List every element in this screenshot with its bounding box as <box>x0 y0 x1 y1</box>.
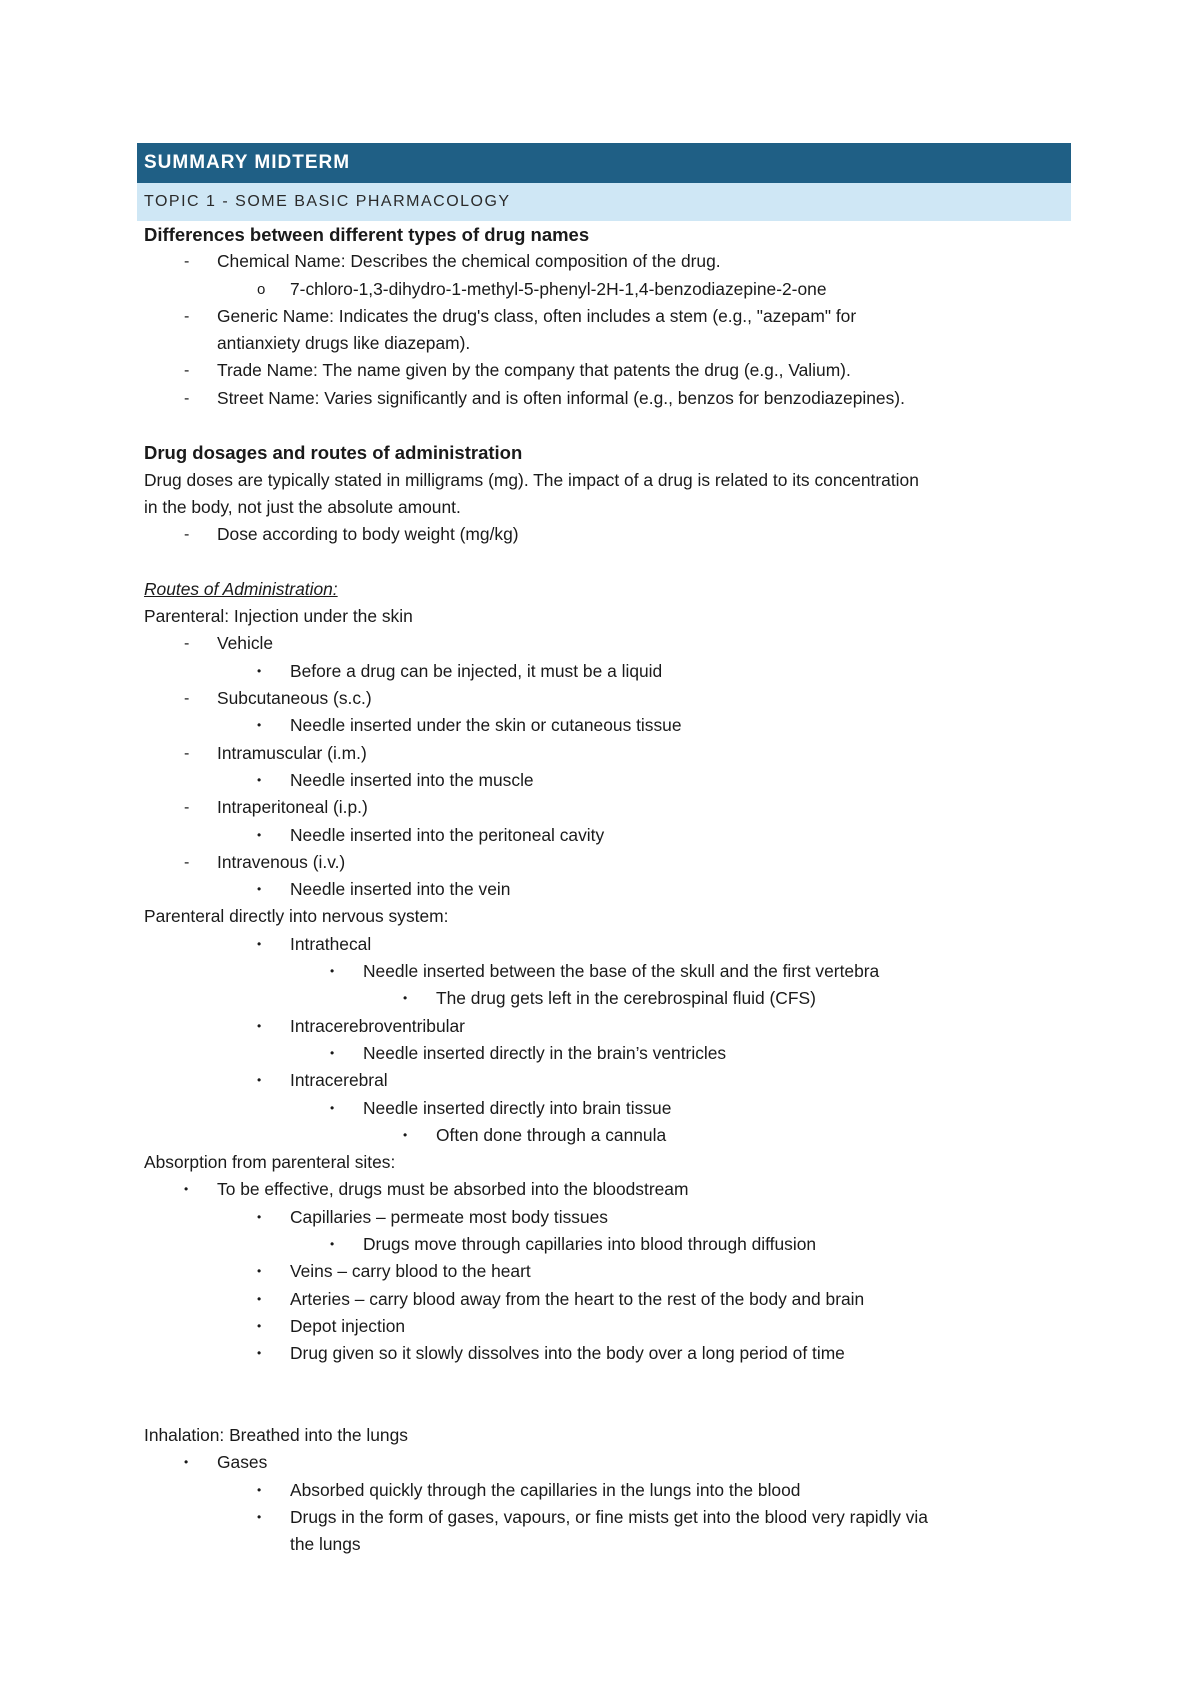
bullet-marker: • <box>257 1509 262 1524</box>
document-page <box>137 143 1071 1559</box>
list-item: • To be effective, drugs must be absorbed into the bloodstream <box>144 1176 1071 1203</box>
list-item: • Arteries – carry blood away from the heart to the rest of the body and brain <box>144 1286 1071 1313</box>
list-item: • Absorbed quickly through the capillaries in the lungs into the blood <box>144 1477 1071 1504</box>
list-item: • Needle inserted under the skin or cutaneous tissue <box>144 712 1071 739</box>
list-item: • Depot injection <box>144 1313 1071 1340</box>
bullet-marker: • <box>257 663 262 678</box>
paragraph-line: Absorption from parenteral sites: <box>144 1152 396 1173</box>
dash-marker: - <box>184 635 190 653</box>
topic-heading: TOPIC 1 - SOME BASIC PHARMACOLOGY <box>137 183 1071 221</box>
bullet-marker: • <box>257 827 262 842</box>
bullet-marker: • <box>257 718 262 733</box>
dash-marker: - <box>184 526 190 544</box>
bullet-marker: • <box>257 1073 262 1088</box>
section-heading-dosages: Drug dosages and routes of administration <box>144 442 523 464</box>
list-item: - Intramuscular (i.m.) <box>144 740 1071 767</box>
spacer <box>144 1367 1071 1394</box>
circle-bullet-marker: o <box>257 280 266 298</box>
list-item: • Needle inserted into the muscle <box>144 767 1071 794</box>
list-item-continuation: antianxiety drugs like diazepam). <box>217 333 471 354</box>
bullet-marker: • <box>184 1455 189 1470</box>
list-item: - Vehicle <box>144 630 1071 657</box>
list-item: • Intracerebral <box>144 1067 1071 1094</box>
dash-marker: - <box>184 853 190 871</box>
list-item: • The drug gets left in the cerebrospinal fluid (CFS) <box>144 985 1071 1012</box>
bullet-marker: • <box>330 1236 335 1251</box>
bullet-marker: • <box>257 772 262 787</box>
document-body <box>137 221 1071 1559</box>
bullet-marker: • <box>257 1291 262 1306</box>
list-item: - Intravenous (i.v.) <box>144 849 1071 876</box>
bullet-marker: • <box>257 1018 262 1033</box>
list-item: • Before a drug can be injected, it must be a liquid <box>144 658 1071 685</box>
dash-marker: - <box>184 690 190 708</box>
list-item: • Needle inserted between the base of the skull and the first vertebra <box>144 958 1071 985</box>
dash-marker: - <box>184 362 190 380</box>
dash-marker: - <box>184 744 190 762</box>
bullet-marker: • <box>257 1264 262 1279</box>
list-item: • Capillaries – permeate most body tissues <box>144 1204 1071 1231</box>
paragraph-line: Inhalation: Breathed into the lungs <box>144 1425 408 1446</box>
dash-marker: - <box>184 307 190 325</box>
spacer <box>144 412 1071 439</box>
bullet-marker: • <box>257 936 262 951</box>
list-item: o 7-chloro-1,3-dihydro-1-methyl-5-phenyl-2H-1,4-benzodiazepine-2-one <box>144 276 1071 303</box>
list-item: • Needle inserted into the peritoneal cavity <box>144 822 1071 849</box>
list-item: • Drug given so it slowly dissolves into the body over a long period of time <box>144 1340 1071 1367</box>
list-item: • Intracerebroventribular <box>144 1013 1071 1040</box>
dash-marker: - <box>184 799 190 817</box>
spacer <box>144 1395 1071 1422</box>
bullet-marker: • <box>330 1100 335 1115</box>
section-heading-names: Differences between different types of drug names <box>144 224 590 245</box>
list-item-continuation: the lungs <box>290 1534 361 1555</box>
bullet-marker: • <box>330 964 335 979</box>
dash-marker: - <box>184 389 190 407</box>
list-item: - Chemical Name: Describes the chemical composition of the drug. <box>144 248 1071 275</box>
list-item: • Drugs move through capillaries into blood through diffusion <box>144 1231 1071 1258</box>
list-item: • Often done through a cannula <box>144 1122 1071 1149</box>
document-title: SUMMARY MIDTERM <box>137 143 1071 183</box>
bullet-marker: • <box>184 1182 189 1197</box>
list-item: - Generic Name: Indicates the drug's class, often includes a stem (e.g., "azepam" for <box>144 303 1071 330</box>
list-item: • Drugs in the form of gases, vapours, or fine mists get into the blood very rapidly via <box>144 1504 1071 1531</box>
list-item: - Dose according to body weight (mg/kg) <box>144 521 1071 548</box>
list-item: • Veins – carry blood to the heart <box>144 1258 1071 1285</box>
list-item: - Subcutaneous (s.c.) <box>144 685 1071 712</box>
list-item: • Gases <box>144 1449 1071 1476</box>
list-item: • Needle inserted directly in the brain’s ventricles <box>144 1040 1071 1067</box>
bullet-marker: • <box>330 1045 335 1060</box>
bullet-marker: • <box>257 1482 262 1497</box>
list-item: - Trade Name: The name given by the company that patents the drug (e.g., Valium). <box>144 357 1071 384</box>
paragraph-line: Drug doses are typically stated in milligrams (mg). The impact of a drug is related to its concentration <box>144 469 919 490</box>
list-item: • Intrathecal <box>144 931 1071 958</box>
list-item: • Needle inserted directly into brain tissue <box>144 1095 1071 1122</box>
list-item: • Needle inserted into the vein <box>144 876 1071 903</box>
bullet-marker: • <box>403 1127 408 1142</box>
list-item: - Intraperitoneal (i.p.) <box>144 794 1071 821</box>
routes-heading: Routes of Administration: <box>144 578 338 599</box>
bullet-marker: • <box>257 1346 262 1361</box>
spacer <box>144 549 1071 576</box>
paragraph-line: in the body, not just the absolute amount. <box>144 496 461 517</box>
paragraph-line: Parenteral: Injection under the skin <box>144 606 413 627</box>
bullet-marker: • <box>403 991 408 1006</box>
bullet-marker: • <box>257 1209 262 1224</box>
list-item: - Street Name: Varies significantly and is often informal (e.g., benzos for benzodiazepines). <box>144 385 1071 412</box>
dash-marker: - <box>184 253 190 271</box>
bullet-marker: • <box>257 1318 262 1333</box>
bullet-marker: • <box>257 882 262 897</box>
paragraph-line: Parenteral directly into nervous system: <box>144 906 449 927</box>
